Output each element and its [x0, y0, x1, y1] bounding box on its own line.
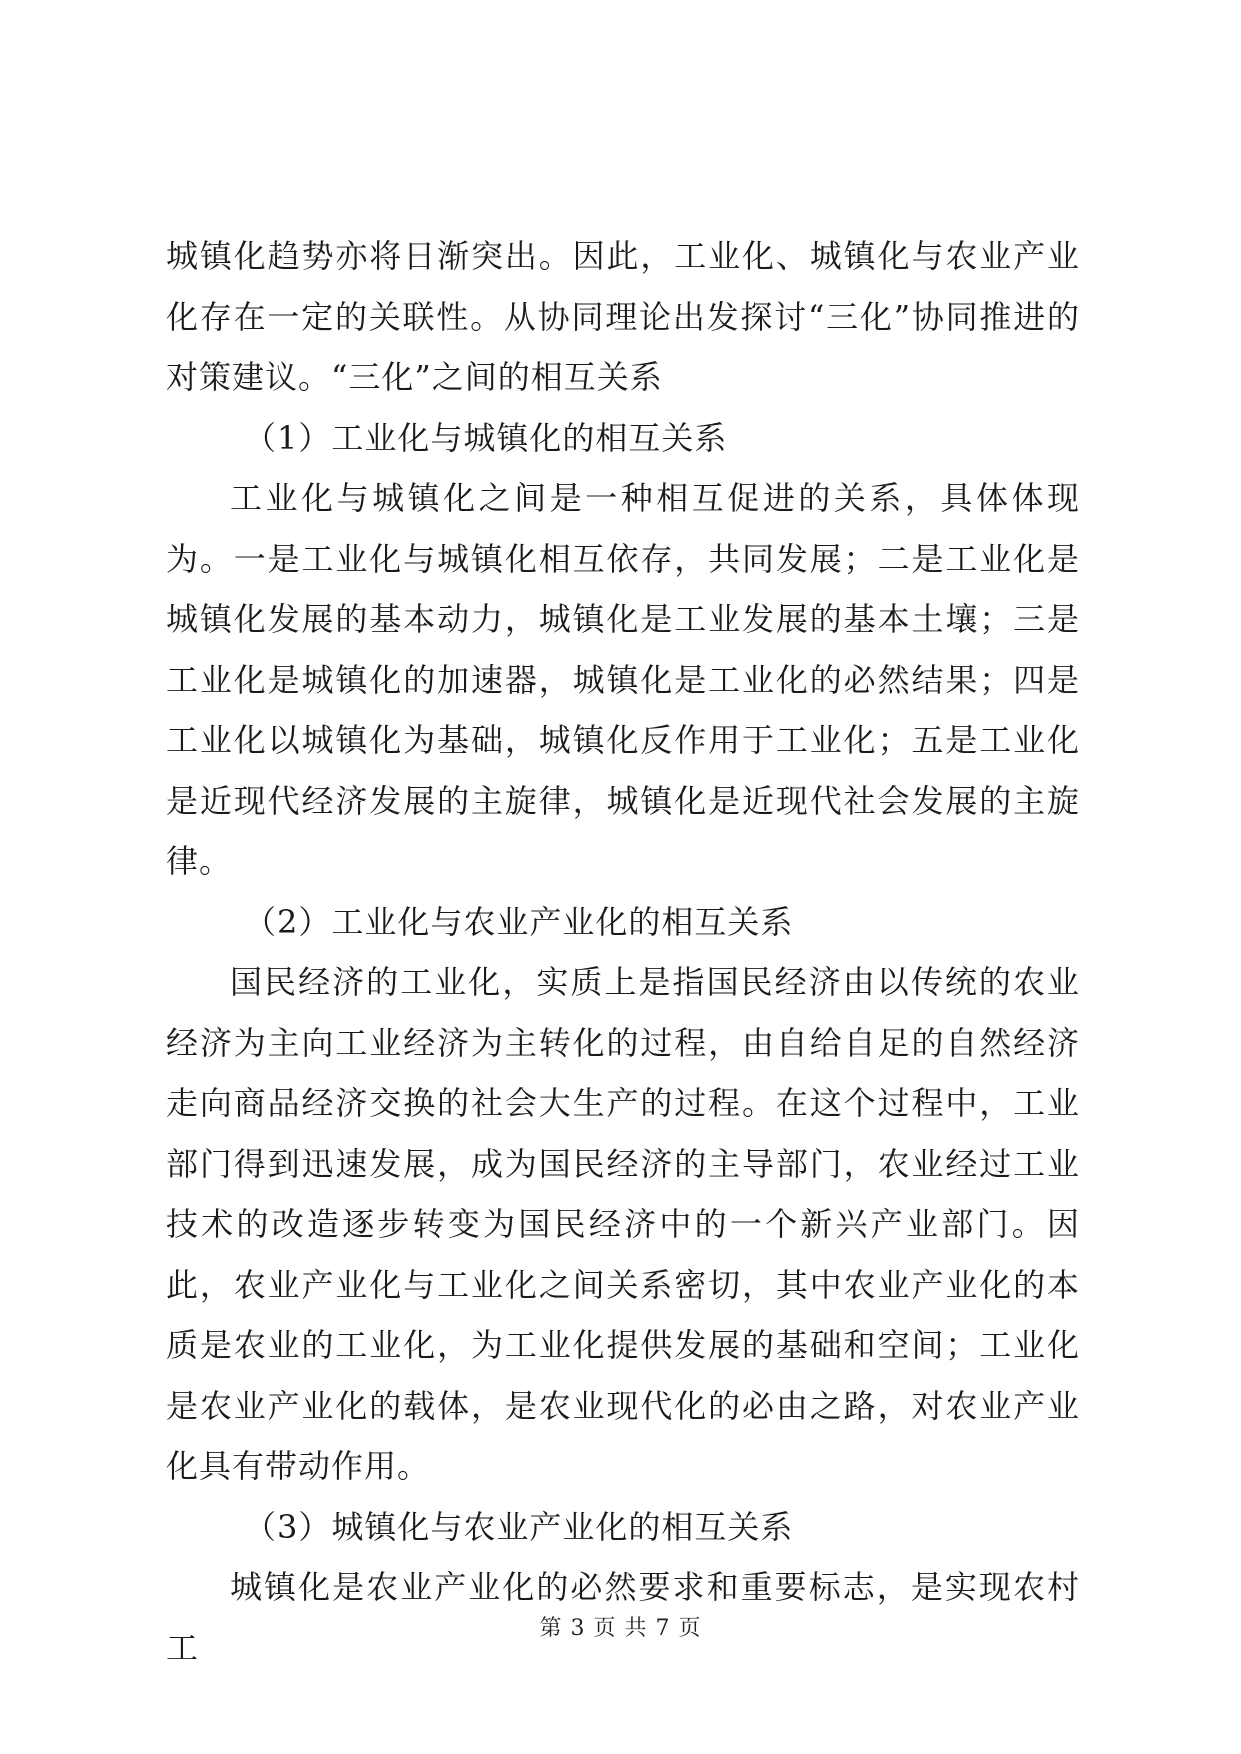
section-heading-1: （1）工业化与城镇化的相互关系: [244, 418, 728, 457]
document-body: [166, 226, 1080, 1678]
page-number-footer: 第 3 页 共 7 页: [539, 1616, 702, 1641]
paragraph-intro: 城镇化趋势亦将日渐突出。因此，工业化、城镇化与农业产业化存在一定的关联性。从协同理论出发探讨“三化”协同推进的对策建议。“三化”之间的相互关系: [166, 237, 1080, 396]
paragraph-industrialization-urbanization: 工业化与城镇化之间是一种相互促进的关系，具体体现为。一是工业化与城镇化相互依存，共同发展；二是工业化是城镇化发展的基本动力，城镇化是工业发展的基本土壤；三是工业化是城镇化的加速器，城镇化是工业化的必然结果；四是工业化以城镇化为基础，城镇化反作用于工业化；五是工业化是近现代经济发展的主旋律，城镇化是近现代社会发展的主旋律。: [166, 479, 1080, 880]
paragraph-urbanization-agriculture: 城镇化是农业产业化的必然要求和重要标志，是实现农村工: [166, 1568, 1080, 1667]
section-heading-3: （3）城镇化与农业产业化的相互关系: [244, 1507, 794, 1546]
section-heading-2: （2）工业化与农业产业化的相互关系: [244, 902, 794, 941]
paragraph-industrialization-agriculture: 国民经济的工业化，实质上是指国民经济由以传统的农业经济为主向工业经济为主转化的过程，由自给自足的自然经济走向商品经济交换的社会大生产的过程。在这个过程中，工业部门得到迅速发展，成为国民经济的主导部门，农业经过工业技术的改造逐步转变为国民经济中的一个新兴产业部门。因此，农业产业化与工业化之间关系密切，其中农业产业化的本质是农业的工业化，为工业化提供发展的基础和空间；工业化是农业产业化的载体，是农业现代化的必由之路，对农业产业化具有带动作用。: [166, 963, 1080, 1485]
